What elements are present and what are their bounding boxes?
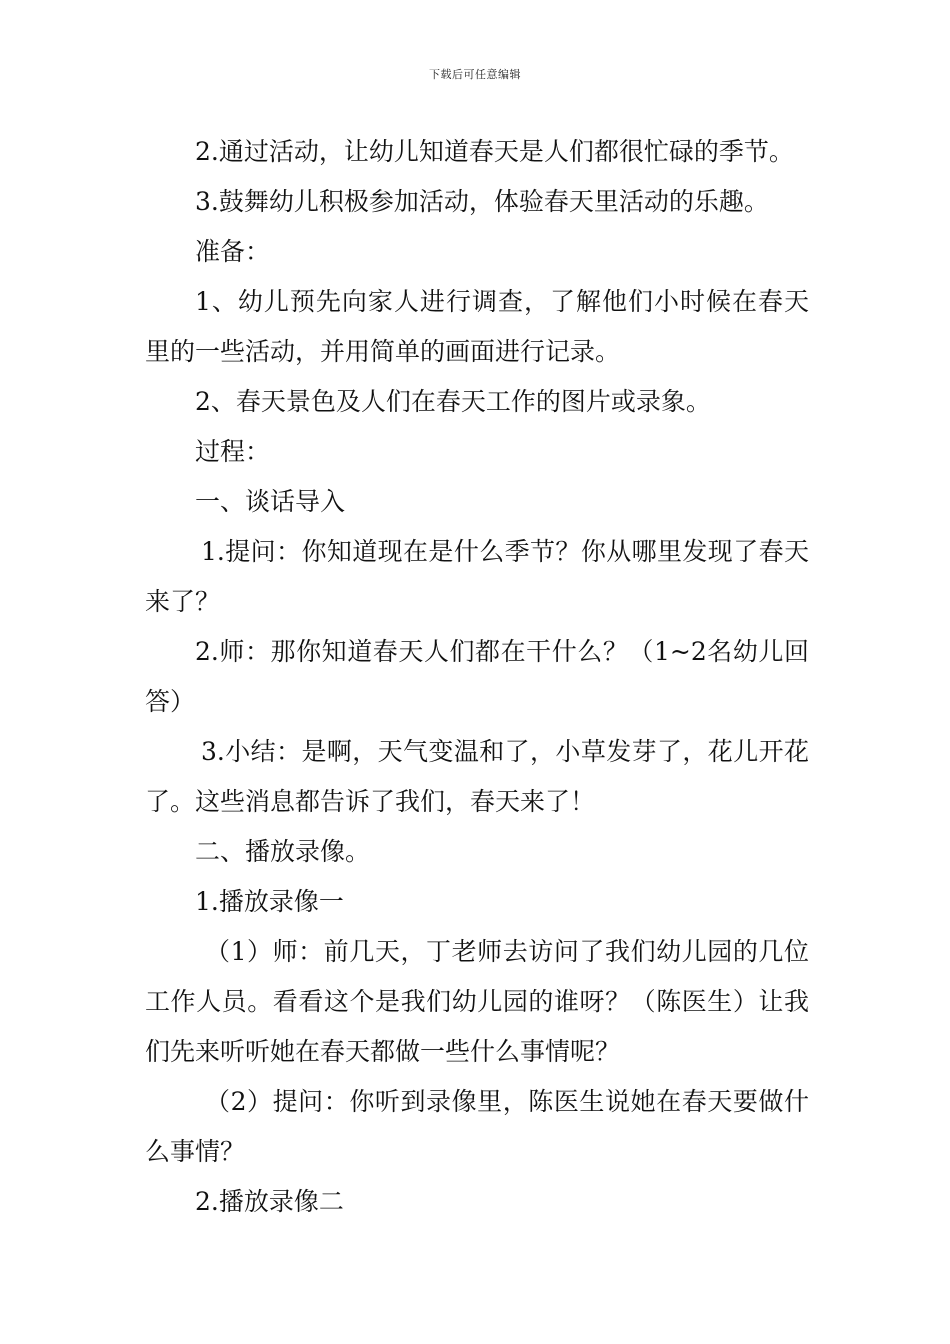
paragraph-prep-2: 2、春天景色及人们在春天工作的图片或录象。 bbox=[195, 387, 711, 416]
paragraph-teacher-2: 2.师：那你知道春天人们都在干什么？（1~2名幼儿回答） bbox=[145, 637, 809, 716]
paragraph-video-1: 1.播放录像一 bbox=[195, 887, 344, 916]
paragraph-video-1-step-1: （1）师：前几天，丁老师去访问了我们幼儿园的几位工作人员。看看这个是我们幼儿园的谁呀？（陈医生）让我们先来听听她在春天都做一些什么事情呢？ bbox=[145, 937, 809, 1066]
paragraph-goal-2: 2.通过活动，让幼儿知道春天是人们都很忙碌的季节。 bbox=[195, 137, 794, 166]
page-header: 下载后可任意编辑 bbox=[429, 68, 521, 81]
paragraph-video-1-step-2: （2）提问：你听到录像里，陈医生说她在春天要做什么事情？ bbox=[145, 1087, 809, 1166]
document-body bbox=[145, 127, 809, 1227]
paragraph-question-1: 1.提问：你知道现在是什么季节？你从哪里发现了春天来了？ bbox=[145, 537, 809, 616]
section-heading-intro: 一、谈话导入 bbox=[195, 487, 346, 516]
section-heading-video: 二、播放录像。 bbox=[195, 837, 371, 866]
paragraph-summary-3: 3.小结：是啊，天气变温和了，小草发芽了，花儿开花了。这些消息都告诉了我们，春天来了！ bbox=[145, 737, 809, 816]
paragraph-prep-1: 1、幼儿预先向家人进行调查，了解他们小时候在春天里的一些活动，并用简单的画面进行记录。 bbox=[145, 287, 809, 366]
paragraph-goal-3: 3.鼓舞幼儿积极参加活动，体验春天里活动的乐趣。 bbox=[195, 187, 769, 216]
section-heading-preparation: 准备： bbox=[195, 237, 271, 266]
section-heading-process: 过程： bbox=[195, 437, 271, 466]
paragraph-video-2: 2.播放录像二 bbox=[195, 1187, 344, 1216]
